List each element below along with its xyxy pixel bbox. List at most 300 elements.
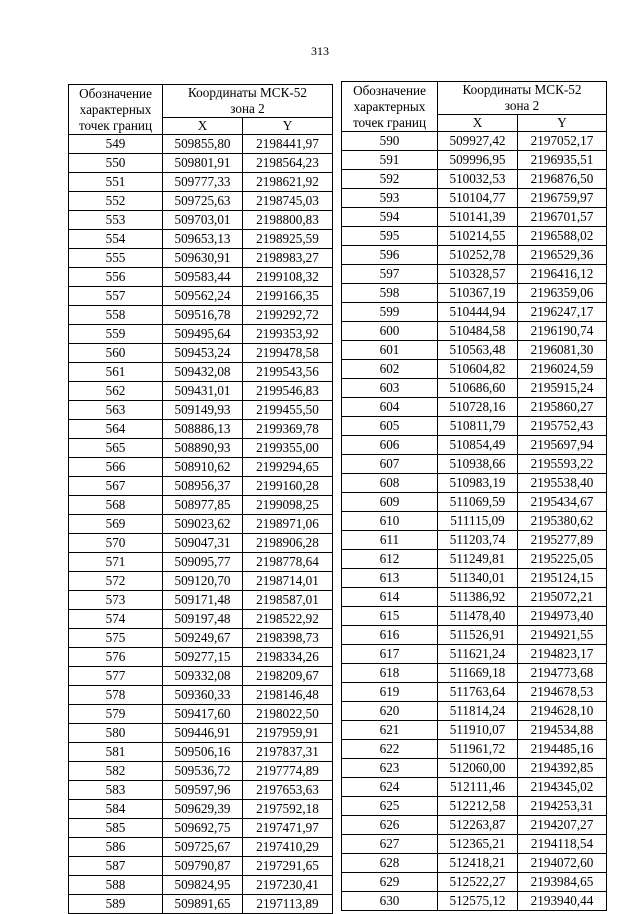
table-row xyxy=(342,626,607,645)
y-coordinate-cell: 2199098,25 xyxy=(243,496,333,515)
y-column-header: Y xyxy=(243,118,333,135)
table-row xyxy=(69,781,333,800)
point-number-cell: 550 xyxy=(69,154,163,173)
y-column-header: Y xyxy=(518,115,607,132)
y-coordinate-cell: 2194628,10 xyxy=(518,702,607,721)
coord-title-line-2: зона 2 xyxy=(504,98,540,113)
point-number-cell: 624 xyxy=(342,778,438,797)
table-row xyxy=(69,876,333,895)
point-number-cell: 630 xyxy=(342,892,438,911)
point-number-cell: 623 xyxy=(342,759,438,778)
y-coordinate-cell: 2199478,58 xyxy=(243,344,333,363)
y-coordinate-cell: 2197592,18 xyxy=(243,800,333,819)
x-coordinate-cell: 511249,81 xyxy=(438,550,518,569)
point-number-cell: 617 xyxy=(342,645,438,664)
point-label-line-2: характерных xyxy=(79,101,152,117)
y-coordinate-cell: 2194678,53 xyxy=(518,683,607,702)
point-number-cell: 594 xyxy=(342,208,438,227)
coordinate-system-header xyxy=(438,82,607,115)
x-coordinate-cell: 511115,09 xyxy=(438,512,518,531)
point-number-cell: 579 xyxy=(69,705,163,724)
point-number-cell: 558 xyxy=(69,306,163,325)
x-coordinate-cell: 511763,64 xyxy=(438,683,518,702)
table-row xyxy=(342,189,607,208)
table-row xyxy=(69,135,333,154)
x-coordinate-cell: 510444,94 xyxy=(438,303,518,322)
y-coordinate-cell: 2195072,21 xyxy=(518,588,607,607)
y-coordinate-cell: 2199160,28 xyxy=(243,477,333,496)
table-row xyxy=(69,344,333,363)
x-coordinate-cell: 509446,91 xyxy=(163,724,243,743)
y-coordinate-cell: 2194973,40 xyxy=(518,607,607,626)
table-row xyxy=(342,740,607,759)
point-number-cell: 625 xyxy=(342,797,438,816)
point-number-cell: 621 xyxy=(342,721,438,740)
table-row xyxy=(342,550,607,569)
y-coordinate-cell: 2194118,54 xyxy=(518,835,607,854)
y-coordinate-cell: 2194485,16 xyxy=(518,740,607,759)
x-coordinate-cell: 509332,08 xyxy=(163,667,243,686)
point-number-cell: 602 xyxy=(342,360,438,379)
table-row xyxy=(69,458,333,477)
y-coordinate-cell: 2199166,35 xyxy=(243,287,333,306)
table-row xyxy=(342,341,607,360)
x-coordinate-cell: 509249,67 xyxy=(163,629,243,648)
table-row xyxy=(69,629,333,648)
x-column-header: X xyxy=(163,118,243,135)
table-row xyxy=(342,227,607,246)
point-number-cell: 553 xyxy=(69,211,163,230)
point-number-cell: 588 xyxy=(69,876,163,895)
table-row xyxy=(69,591,333,610)
x-coordinate-cell: 512060,00 xyxy=(438,759,518,778)
point-number-cell: 618 xyxy=(342,664,438,683)
y-coordinate-cell: 2198398,73 xyxy=(243,629,333,648)
table-row xyxy=(69,249,333,268)
y-coordinate-cell: 2198564,23 xyxy=(243,154,333,173)
point-number-cell: 551 xyxy=(69,173,163,192)
x-coordinate-cell: 510141,39 xyxy=(438,208,518,227)
x-coordinate-cell: 511669,18 xyxy=(438,664,518,683)
x-coordinate-cell: 509516,78 xyxy=(163,306,243,325)
y-coordinate-cell: 2194534,88 xyxy=(518,721,607,740)
table-row xyxy=(342,531,607,550)
y-coordinate-cell: 2198587,01 xyxy=(243,591,333,610)
table-row xyxy=(342,569,607,588)
y-coordinate-cell: 2195538,40 xyxy=(518,474,607,493)
table-row xyxy=(69,572,333,591)
table-row xyxy=(69,306,333,325)
y-coordinate-cell: 2196701,57 xyxy=(518,208,607,227)
point-number-cell: 622 xyxy=(342,740,438,759)
x-coordinate-cell: 508956,37 xyxy=(163,477,243,496)
point-number-cell: 611 xyxy=(342,531,438,550)
table-row xyxy=(342,702,607,721)
point-number-cell: 563 xyxy=(69,401,163,420)
table-row xyxy=(69,230,333,249)
table-row xyxy=(69,420,333,439)
x-coordinate-cell: 509197,48 xyxy=(163,610,243,629)
y-coordinate-cell: 2195225,05 xyxy=(518,550,607,569)
x-coordinate-cell: 509171,48 xyxy=(163,591,243,610)
point-number-cell: 552 xyxy=(69,192,163,211)
x-coordinate-cell: 508977,85 xyxy=(163,496,243,515)
x-coordinate-cell: 509725,67 xyxy=(163,838,243,857)
y-coordinate-cell: 2195124,15 xyxy=(518,569,607,588)
point-number-cell: 592 xyxy=(342,170,438,189)
y-coordinate-cell: 2194392,85 xyxy=(518,759,607,778)
y-coordinate-cell: 2199108,32 xyxy=(243,268,333,287)
x-coordinate-cell: 511340,01 xyxy=(438,569,518,588)
point-number-cell: 586 xyxy=(69,838,163,857)
x-coordinate-cell: 510938,66 xyxy=(438,455,518,474)
x-coordinate-cell: 512365,21 xyxy=(438,835,518,854)
point-number-cell: 605 xyxy=(342,417,438,436)
point-number-cell: 578 xyxy=(69,686,163,705)
x-coordinate-cell: 509790,87 xyxy=(163,857,243,876)
x-coordinate-cell: 509023,62 xyxy=(163,515,243,534)
y-coordinate-cell: 2197052,17 xyxy=(518,132,607,151)
x-coordinate-cell: 512111,46 xyxy=(438,778,518,797)
table-row xyxy=(69,819,333,838)
point-label-line-3: точек границ xyxy=(78,117,153,133)
x-coordinate-cell: 509562,24 xyxy=(163,287,243,306)
table-row xyxy=(69,363,333,382)
y-coordinate-cell: 2195277,89 xyxy=(518,531,607,550)
x-coordinate-cell: 511478,40 xyxy=(438,607,518,626)
table-row xyxy=(69,648,333,667)
table-row xyxy=(342,379,607,398)
point-number-cell: 596 xyxy=(342,246,438,265)
x-coordinate-cell: 509653,13 xyxy=(163,230,243,249)
y-coordinate-cell: 2197471,97 xyxy=(243,819,333,838)
point-number-cell: 556 xyxy=(69,268,163,287)
x-coordinate-cell: 510728,16 xyxy=(438,398,518,417)
x-column-header: X xyxy=(438,115,518,132)
y-coordinate-cell: 2195915,24 xyxy=(518,379,607,398)
y-coordinate-cell: 2199455,50 xyxy=(243,401,333,420)
table-row xyxy=(69,154,333,173)
y-coordinate-cell: 2196190,74 xyxy=(518,322,607,341)
point-number-cell: 603 xyxy=(342,379,438,398)
point-number-cell: 598 xyxy=(342,284,438,303)
point-number-cell: 626 xyxy=(342,816,438,835)
point-number-cell: 599 xyxy=(342,303,438,322)
table-row xyxy=(342,493,607,512)
table-row xyxy=(342,607,607,626)
point-number-cell: 581 xyxy=(69,743,163,762)
point-number-cell: 615 xyxy=(342,607,438,626)
y-coordinate-cell: 2198022,50 xyxy=(243,705,333,724)
y-coordinate-cell: 2196759,97 xyxy=(518,189,607,208)
x-coordinate-cell: 509891,65 xyxy=(163,895,243,914)
x-coordinate-cell: 509630,91 xyxy=(163,249,243,268)
y-coordinate-cell: 2198441,97 xyxy=(243,135,333,154)
point-number-cell: 583 xyxy=(69,781,163,800)
x-coordinate-cell: 508890,93 xyxy=(163,439,243,458)
table-row xyxy=(342,284,607,303)
x-coordinate-cell: 509095,77 xyxy=(163,553,243,572)
y-coordinate-cell: 2199294,65 xyxy=(243,458,333,477)
y-coordinate-cell: 2197959,91 xyxy=(243,724,333,743)
point-number-cell: 612 xyxy=(342,550,438,569)
x-coordinate-cell: 512522,27 xyxy=(438,873,518,892)
table-row xyxy=(342,835,607,854)
y-coordinate-cell: 2199355,00 xyxy=(243,439,333,458)
point-number-cell: 549 xyxy=(69,135,163,154)
point-label-line-2: характерных xyxy=(353,98,426,114)
point-number-cell: 562 xyxy=(69,382,163,401)
y-coordinate-cell: 2198745,03 xyxy=(243,192,333,211)
point-number-cell: 569 xyxy=(69,515,163,534)
table-row xyxy=(342,265,607,284)
y-coordinate-cell: 2194253,31 xyxy=(518,797,607,816)
x-coordinate-cell: 509506,16 xyxy=(163,743,243,762)
table-row xyxy=(69,762,333,781)
x-coordinate-cell: 509432,08 xyxy=(163,363,243,382)
y-coordinate-cell: 2194072,60 xyxy=(518,854,607,873)
point-number-cell: 590 xyxy=(342,132,438,151)
coordinates-table-right xyxy=(341,81,607,911)
point-number-cell: 574 xyxy=(69,610,163,629)
table-row xyxy=(69,173,333,192)
y-coordinate-cell: 2196588,02 xyxy=(518,227,607,246)
table-row xyxy=(342,854,607,873)
x-coordinate-cell: 509417,60 xyxy=(163,705,243,724)
y-coordinate-cell: 2198971,06 xyxy=(243,515,333,534)
x-coordinate-cell: 511203,74 xyxy=(438,531,518,550)
point-number-cell: 620 xyxy=(342,702,438,721)
point-number-cell: 576 xyxy=(69,648,163,667)
table-row xyxy=(342,208,607,227)
y-coordinate-cell: 2196529,36 xyxy=(518,246,607,265)
x-coordinate-cell: 511526,91 xyxy=(438,626,518,645)
x-coordinate-cell: 510563,48 xyxy=(438,341,518,360)
point-number-cell: 567 xyxy=(69,477,163,496)
x-coordinate-cell: 509996,95 xyxy=(438,151,518,170)
y-coordinate-cell: 2199369,78 xyxy=(243,420,333,439)
point-number-cell: 560 xyxy=(69,344,163,363)
table-row xyxy=(69,686,333,705)
y-coordinate-cell: 2199292,72 xyxy=(243,306,333,325)
table-row xyxy=(69,838,333,857)
table-row xyxy=(69,724,333,743)
table-row xyxy=(342,151,607,170)
point-number-cell: 571 xyxy=(69,553,163,572)
coordinates-table-left xyxy=(68,84,333,914)
table-row xyxy=(342,873,607,892)
x-coordinate-cell: 510983,19 xyxy=(438,474,518,493)
point-number-cell: 584 xyxy=(69,800,163,819)
table-row xyxy=(342,816,607,835)
point-number-cell: 580 xyxy=(69,724,163,743)
y-coordinate-cell: 2196359,06 xyxy=(518,284,607,303)
x-coordinate-cell: 510328,57 xyxy=(438,265,518,284)
y-coordinate-cell: 2196416,12 xyxy=(518,265,607,284)
y-coordinate-cell: 2195860,27 xyxy=(518,398,607,417)
table-row xyxy=(69,800,333,819)
point-number-cell: 589 xyxy=(69,895,163,914)
table-row xyxy=(342,132,607,151)
y-coordinate-cell: 2196935,51 xyxy=(518,151,607,170)
x-coordinate-cell: 511069,59 xyxy=(438,493,518,512)
y-coordinate-cell: 2196024,59 xyxy=(518,360,607,379)
table-row xyxy=(69,895,333,914)
x-coordinate-cell: 512212,58 xyxy=(438,797,518,816)
y-coordinate-cell: 2198621,92 xyxy=(243,173,333,192)
point-number-cell: 559 xyxy=(69,325,163,344)
x-coordinate-cell: 509120,70 xyxy=(163,572,243,591)
point-number-cell: 629 xyxy=(342,873,438,892)
table-row xyxy=(69,667,333,686)
point-number-cell: 561 xyxy=(69,363,163,382)
table-row xyxy=(69,192,333,211)
table-row xyxy=(69,211,333,230)
x-coordinate-cell: 512263,87 xyxy=(438,816,518,835)
y-coordinate-cell: 2197653,63 xyxy=(243,781,333,800)
point-number-cell: 575 xyxy=(69,629,163,648)
coord-title-line-1: Координаты МСК-52 xyxy=(462,82,582,97)
table-row xyxy=(342,303,607,322)
table-body-right xyxy=(342,132,607,911)
y-coordinate-cell: 2194345,02 xyxy=(518,778,607,797)
table-row xyxy=(342,474,607,493)
point-label-header xyxy=(342,82,438,132)
x-coordinate-cell: 511961,72 xyxy=(438,740,518,759)
point-number-cell: 570 xyxy=(69,534,163,553)
table-row xyxy=(69,705,333,724)
x-coordinate-cell: 509149,93 xyxy=(163,401,243,420)
table-row xyxy=(69,610,333,629)
y-coordinate-cell: 2199546,83 xyxy=(243,382,333,401)
table-row xyxy=(342,246,607,265)
table-row xyxy=(342,892,607,911)
x-coordinate-cell: 510484,58 xyxy=(438,322,518,341)
point-number-cell: 582 xyxy=(69,762,163,781)
table-row xyxy=(69,515,333,534)
y-coordinate-cell: 2198925,59 xyxy=(243,230,333,249)
y-coordinate-cell: 2196247,17 xyxy=(518,303,607,322)
x-coordinate-cell: 509583,44 xyxy=(163,268,243,287)
x-coordinate-cell: 509597,96 xyxy=(163,781,243,800)
x-coordinate-cell: 510252,78 xyxy=(438,246,518,265)
point-number-cell: 597 xyxy=(342,265,438,284)
x-coordinate-cell: 509855,80 xyxy=(163,135,243,154)
table-row xyxy=(69,857,333,876)
table-row xyxy=(342,455,607,474)
table-row xyxy=(69,496,333,515)
point-number-cell: 604 xyxy=(342,398,438,417)
y-coordinate-cell: 2195380,62 xyxy=(518,512,607,531)
point-number-cell: 572 xyxy=(69,572,163,591)
point-label-header xyxy=(69,85,163,135)
table-row xyxy=(342,778,607,797)
x-coordinate-cell: 510367,19 xyxy=(438,284,518,303)
point-number-cell: 628 xyxy=(342,854,438,873)
table-row xyxy=(342,683,607,702)
x-coordinate-cell: 512418,21 xyxy=(438,854,518,873)
y-coordinate-cell: 2197291,65 xyxy=(243,857,333,876)
y-coordinate-cell: 2195434,67 xyxy=(518,493,607,512)
point-number-cell: 614 xyxy=(342,588,438,607)
point-number-cell: 557 xyxy=(69,287,163,306)
y-coordinate-cell: 2198800,83 xyxy=(243,211,333,230)
x-coordinate-cell: 510032,53 xyxy=(438,170,518,189)
point-number-cell: 577 xyxy=(69,667,163,686)
x-coordinate-cell: 508886,13 xyxy=(163,420,243,439)
point-number-cell: 554 xyxy=(69,230,163,249)
y-coordinate-cell: 2197410,29 xyxy=(243,838,333,857)
point-number-cell: 555 xyxy=(69,249,163,268)
y-coordinate-cell: 2195752,43 xyxy=(518,417,607,436)
y-coordinate-cell: 2195697,94 xyxy=(518,436,607,455)
table-row xyxy=(342,664,607,683)
point-number-cell: 616 xyxy=(342,626,438,645)
point-number-cell: 568 xyxy=(69,496,163,515)
y-coordinate-cell: 2198906,28 xyxy=(243,534,333,553)
y-coordinate-cell: 2198334,26 xyxy=(243,648,333,667)
table-row xyxy=(342,436,607,455)
table-row xyxy=(342,512,607,531)
x-coordinate-cell: 511814,24 xyxy=(438,702,518,721)
y-coordinate-cell: 2195593,22 xyxy=(518,455,607,474)
point-number-cell: 613 xyxy=(342,569,438,588)
point-number-cell: 619 xyxy=(342,683,438,702)
point-number-cell: 607 xyxy=(342,455,438,474)
y-coordinate-cell: 2196081,30 xyxy=(518,341,607,360)
page-number: 313 xyxy=(311,44,329,58)
x-coordinate-cell: 508910,62 xyxy=(163,458,243,477)
x-coordinate-cell: 510104,77 xyxy=(438,189,518,208)
table-row xyxy=(342,170,607,189)
y-coordinate-cell: 2194773,68 xyxy=(518,664,607,683)
x-coordinate-cell: 511386,92 xyxy=(438,588,518,607)
x-coordinate-cell: 509801,91 xyxy=(163,154,243,173)
x-coordinate-cell: 509703,01 xyxy=(163,211,243,230)
y-coordinate-cell: 2193984,65 xyxy=(518,873,607,892)
y-coordinate-cell: 2197774,89 xyxy=(243,762,333,781)
table-row xyxy=(342,588,607,607)
x-coordinate-cell: 512575,12 xyxy=(438,892,518,911)
y-coordinate-cell: 2194921,55 xyxy=(518,626,607,645)
y-coordinate-cell: 2199353,92 xyxy=(243,325,333,344)
point-number-cell: 591 xyxy=(342,151,438,170)
point-number-cell: 601 xyxy=(342,341,438,360)
table-row xyxy=(69,534,333,553)
coord-title-line-2: зона 2 xyxy=(230,101,265,116)
y-coordinate-cell: 2198983,27 xyxy=(243,249,333,268)
y-coordinate-cell: 2197113,89 xyxy=(243,895,333,914)
x-coordinate-cell: 509777,33 xyxy=(163,173,243,192)
table-row xyxy=(69,439,333,458)
table-row xyxy=(342,360,607,379)
table-row xyxy=(69,553,333,572)
table-body-left xyxy=(69,135,333,914)
x-coordinate-cell: 510214,55 xyxy=(438,227,518,246)
coord-title-line-1: Координаты МСК-52 xyxy=(188,85,307,100)
x-coordinate-cell: 509047,31 xyxy=(163,534,243,553)
table-row xyxy=(342,759,607,778)
point-number-cell: 587 xyxy=(69,857,163,876)
table-row xyxy=(342,645,607,664)
y-coordinate-cell: 2197230,41 xyxy=(243,876,333,895)
point-number-cell: 600 xyxy=(342,322,438,341)
x-coordinate-cell: 509431,01 xyxy=(163,382,243,401)
point-number-cell: 595 xyxy=(342,227,438,246)
point-label-line-1: Обозначение xyxy=(353,82,426,98)
y-coordinate-cell: 2198778,64 xyxy=(243,553,333,572)
point-number-cell: 565 xyxy=(69,439,163,458)
